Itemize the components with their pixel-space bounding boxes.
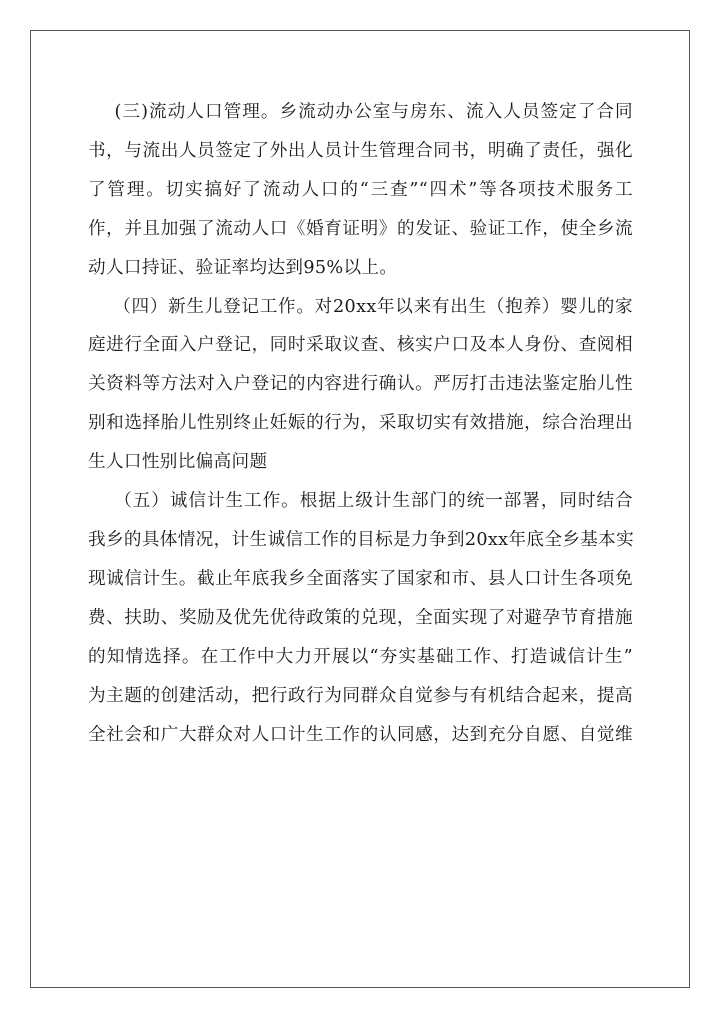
- text-line: (三)流动人口管理。乡流动办公室与房东、流入人员签定了合同: [88, 102, 633, 122]
- text-line: 生人口性别比偏高问题: [88, 452, 268, 473]
- paragraph-integrity-family-planning: [88, 482, 633, 754]
- text-line: 的知情选择。在工作中大力开展以“夯实基础工作、打造诚信计生”: [88, 646, 633, 667]
- text-line: 全社会和广大群众对人口计生工作的认同感，达到充分自愿、自觉维: [88, 724, 633, 745]
- text-line: 作，并且加强了流动人口《婚育证明》的发证、验证工作，使全乡流: [88, 218, 633, 239]
- text-line: 书，与流出人员签定了外出人员计生管理合同书，明确了责任，强化: [88, 140, 633, 161]
- text-line: 现诚信计生。截止年底我乡全面落实了国家和市、县人口计生各项免: [88, 568, 633, 589]
- text-line: 了管理。切实搞好了流动人口的“三查”“四术”等各项技术服务工: [88, 179, 633, 200]
- text-line: 我乡的具体情况，计生诚信工作的目标是力争到20xx年底全乡基本实: [88, 529, 635, 550]
- text-line: 动人口持证、验证率均达到95%以上。: [88, 257, 398, 278]
- text-line: 别和选择胎儿性别终止妊娠的行为，采取切实有效措施，综合治理出: [88, 413, 633, 434]
- text-line: 关资料等方法对入户登记的内容进行确认。严厉打击违法鉴定胎儿性: [88, 374, 633, 395]
- paragraph-newborn-registration: [88, 288, 633, 483]
- text-line: 庭进行全面入户登记，同时采取议查、核实户口及本人身份、查阅相: [88, 335, 633, 356]
- text-line: （四）新生儿登记工作。对20xx年以来有出生（抱养）婴儿的家: [88, 296, 633, 317]
- document-body: [88, 93, 633, 754]
- text-line: （五）诚信计生工作。根据上级计生部门的统一部署，同时结合: [88, 491, 633, 512]
- text-line: 费、扶助、奖励及优先优待政策的兑现，全面实现了对避孕节育措施: [88, 607, 633, 628]
- paragraph-floating-population: [88, 93, 633, 288]
- text-line: 为主题的创建活动，把行政行为同群众自觉参与有机结合起来，提高: [88, 685, 633, 706]
